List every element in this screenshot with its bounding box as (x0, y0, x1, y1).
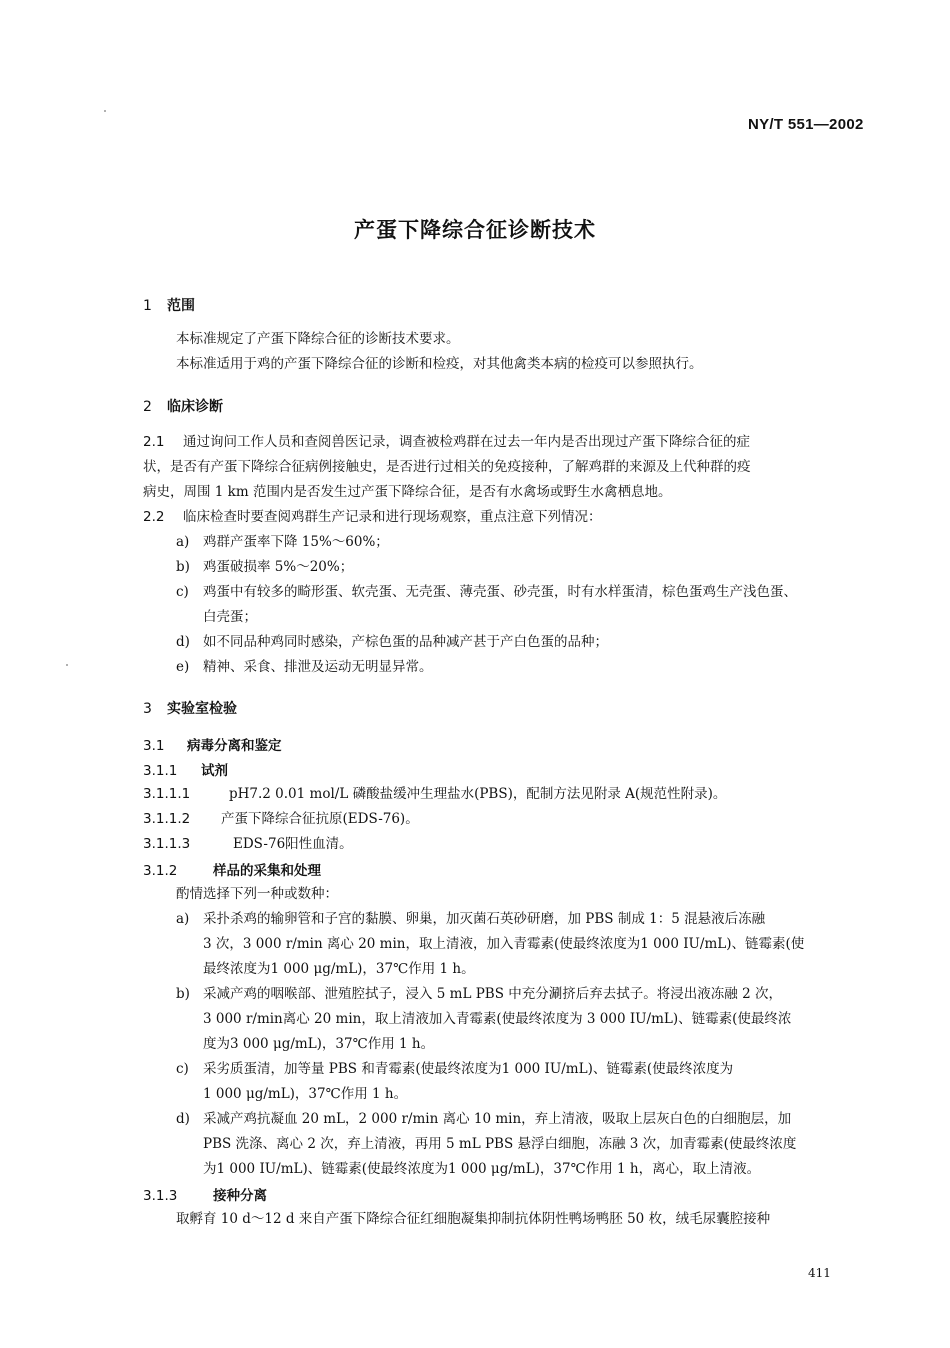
clause-3-1-2-heading (143, 859, 321, 879)
clause-number: 3.1.1.1 (143, 786, 191, 802)
list-item-continuation: 度为3 000 μg/mL)，37℃作用 1 h。 (203, 1036, 435, 1052)
section-number: 1 (143, 298, 152, 314)
clause-3-1-heading (143, 734, 282, 754)
section-number: 3 (143, 701, 152, 717)
section-2-heading (143, 396, 223, 416)
clause-number: 3.1.1.3 (143, 836, 191, 852)
scan-speck (104, 110, 106, 112)
item-label: a) (176, 534, 190, 550)
page-number: 411 (808, 1266, 831, 1280)
section-1-heading (143, 295, 195, 315)
clause-3-1-1-heading (143, 759, 228, 779)
clause-number: 3.1.3 (143, 1188, 178, 1204)
clause-text: EDS-76阳性血清。 (233, 836, 353, 852)
clause-3-1-3-heading (143, 1184, 267, 1204)
section-title: 实验室检验 (167, 701, 237, 717)
list-item (176, 907, 765, 932)
item-text: 精神、采食、排泄及运动无明显异常。 (203, 659, 433, 675)
item-label: a) (176, 911, 190, 927)
list-item (176, 655, 433, 680)
item-label: d) (176, 634, 190, 650)
list-item (176, 1057, 733, 1082)
scan-speck (66, 664, 68, 666)
clause-3-1-1-2 (143, 807, 419, 832)
item-text: 采减产鸡抗凝血 20 mL，2 000 r/min 离心 10 min，弃上清液，吸取上层灰白色的白细胞层，加 (203, 1111, 792, 1127)
clause-number: 3.1.1 (143, 763, 178, 779)
clause-text: pH7.2 0.01 mol/L 磷酸盐缓冲生理盐水(PBS)，配制方法见附录 A(规范性附录)。 (229, 786, 727, 802)
list-item (176, 555, 353, 580)
clause-number: 3.1 (143, 738, 165, 754)
list-item-continuation: 白壳蛋； (203, 609, 257, 625)
clause-text: 产蛋下降综合征抗原(EDS-76)。 (221, 811, 419, 827)
clause-3-1-2-intro: 酌情选择下列一种或数种： (176, 886, 338, 902)
clause-2-2 (143, 505, 602, 530)
item-text: 如不同品种鸡同时感染，产棕色蛋的品种减产甚于产白色蛋的品种； (203, 634, 608, 650)
item-text: 采扑杀鸡的输卵管和子宫的黏膜、卵巢，加灭菌石英砂研磨，加 PBS 制成 1：5 混悬液后冻融 (203, 911, 766, 927)
item-label: d) (176, 1111, 190, 1127)
item-label: c) (176, 584, 189, 600)
document-title: 产蛋下降综合征诊断技术 (354, 218, 596, 242)
clause-3-1-1-1 (143, 782, 726, 807)
list-item (176, 580, 797, 605)
clause-2-1-line-3: 病史，周围 1 km 范围内是否发生过产蛋下降综合征，是否有水禽场或野生水禽栖息地。 (143, 484, 672, 500)
clause-title: 接种分离 (213, 1188, 267, 1204)
list-item (176, 982, 782, 1007)
clause-text: 通过询问工作人员和查阅兽医记录，调查被检鸡群在过去一年内是否出现过产蛋下降综合征的症 (183, 434, 750, 450)
clause-2-1-line-2: 状，是否有产蛋下降综合征病例接触史，是否进行过相关的免疫接种，了解鸡群的来源及上代种群的疫 (143, 459, 751, 475)
list-item (176, 1107, 791, 1132)
list-item-continuation: 为1 000 IU/mL)、链霉素(使最终浓度为1 000 μg/mL)，37℃作用 1 h，离心，取上清液。 (203, 1161, 761, 1177)
item-text: 鸡蛋破损率 5%～20%； (203, 559, 354, 575)
list-item-continuation: 1 000 μg/mL)，37℃作用 1 h。 (203, 1086, 408, 1102)
item-label: e) (176, 659, 190, 675)
clause-text: 临床检查时要查阅鸡群生产记录和进行现场观察，重点注意下列情况： (183, 509, 602, 525)
list-item-continuation: PBS 洗涤、离心 2 次，弃上清液，再用 5 mL PBS 悬浮白细胞，冻融 3 次，加青霉素(使最终浓度 (203, 1136, 797, 1152)
item-text: 采减产鸡的咽喉部、泄殖腔拭子，浸入 5 mL PBS 中充分涮挤后弃去拭子。将浸出液冻融 2 次， (203, 986, 782, 1002)
section-1-para-1: 本标准规定了产蛋下降综合征的诊断技术要求。 (176, 331, 460, 347)
section-number: 2 (143, 399, 152, 415)
clause-title: 试剂 (201, 763, 228, 779)
list-item (176, 530, 389, 555)
clause-number: 2.2 (143, 509, 165, 525)
section-3-heading (143, 698, 237, 718)
clause-3-1-3-text: 取孵育 10 d～12 d 来自产蛋下降综合征红细胞凝集抑制抗体阴性鸭场鸭胚 50 枚，绒毛尿囊腔接种 (176, 1211, 771, 1227)
list-item-continuation: 3 000 r/min离心 20 min，取上清液加入青霉素(使最终浓度为 3 000 IU/mL)、链霉素(使最终浓 (203, 1011, 792, 1027)
clause-number: 3.1.1.2 (143, 811, 191, 827)
clause-number: 2.1 (143, 434, 165, 450)
clause-2-1-line-1 (143, 430, 750, 455)
section-title: 范围 (167, 298, 195, 314)
section-1-para-2: 本标准适用于鸡的产蛋下降综合征的诊断和检疫，对其他禽类本病的检疫可以参照执行。 (176, 356, 703, 372)
item-text: 鸡蛋中有较多的畸形蛋、软壳蛋、无壳蛋、薄壳蛋、砂壳蛋，时有水样蛋清，棕色蛋鸡生产浅色蛋、 (203, 584, 797, 600)
list-item-continuation: 最终浓度为1 000 μg/mL)，37℃作用 1 h。 (203, 961, 475, 977)
item-label: c) (176, 1061, 189, 1077)
clause-title: 样品的采集和处理 (213, 863, 321, 879)
clause-title: 病毒分离和鉴定 (187, 738, 282, 754)
item-text: 鸡群产蛋率下降 15%～60%； (203, 534, 389, 550)
list-item (176, 630, 608, 655)
clause-number: 3.1.2 (143, 863, 178, 879)
section-title: 临床诊断 (167, 399, 223, 415)
item-label: b) (176, 559, 190, 575)
item-label: b) (176, 986, 190, 1002)
list-item-continuation: 3 次，3 000 r/min 离心 20 min，取上清液，加入青霉素(使最终浓度为1 000 IU/mL)、链霉素(使 (203, 936, 805, 952)
clause-3-1-1-3 (143, 832, 353, 857)
item-text: 采劣质蛋清，加等量 PBS 和青霉素(使最终浓度为1 000 IU/mL)、链霉素(使最终浓度为 (203, 1061, 734, 1077)
standard-code: NY/T 551—2002 (748, 116, 864, 133)
